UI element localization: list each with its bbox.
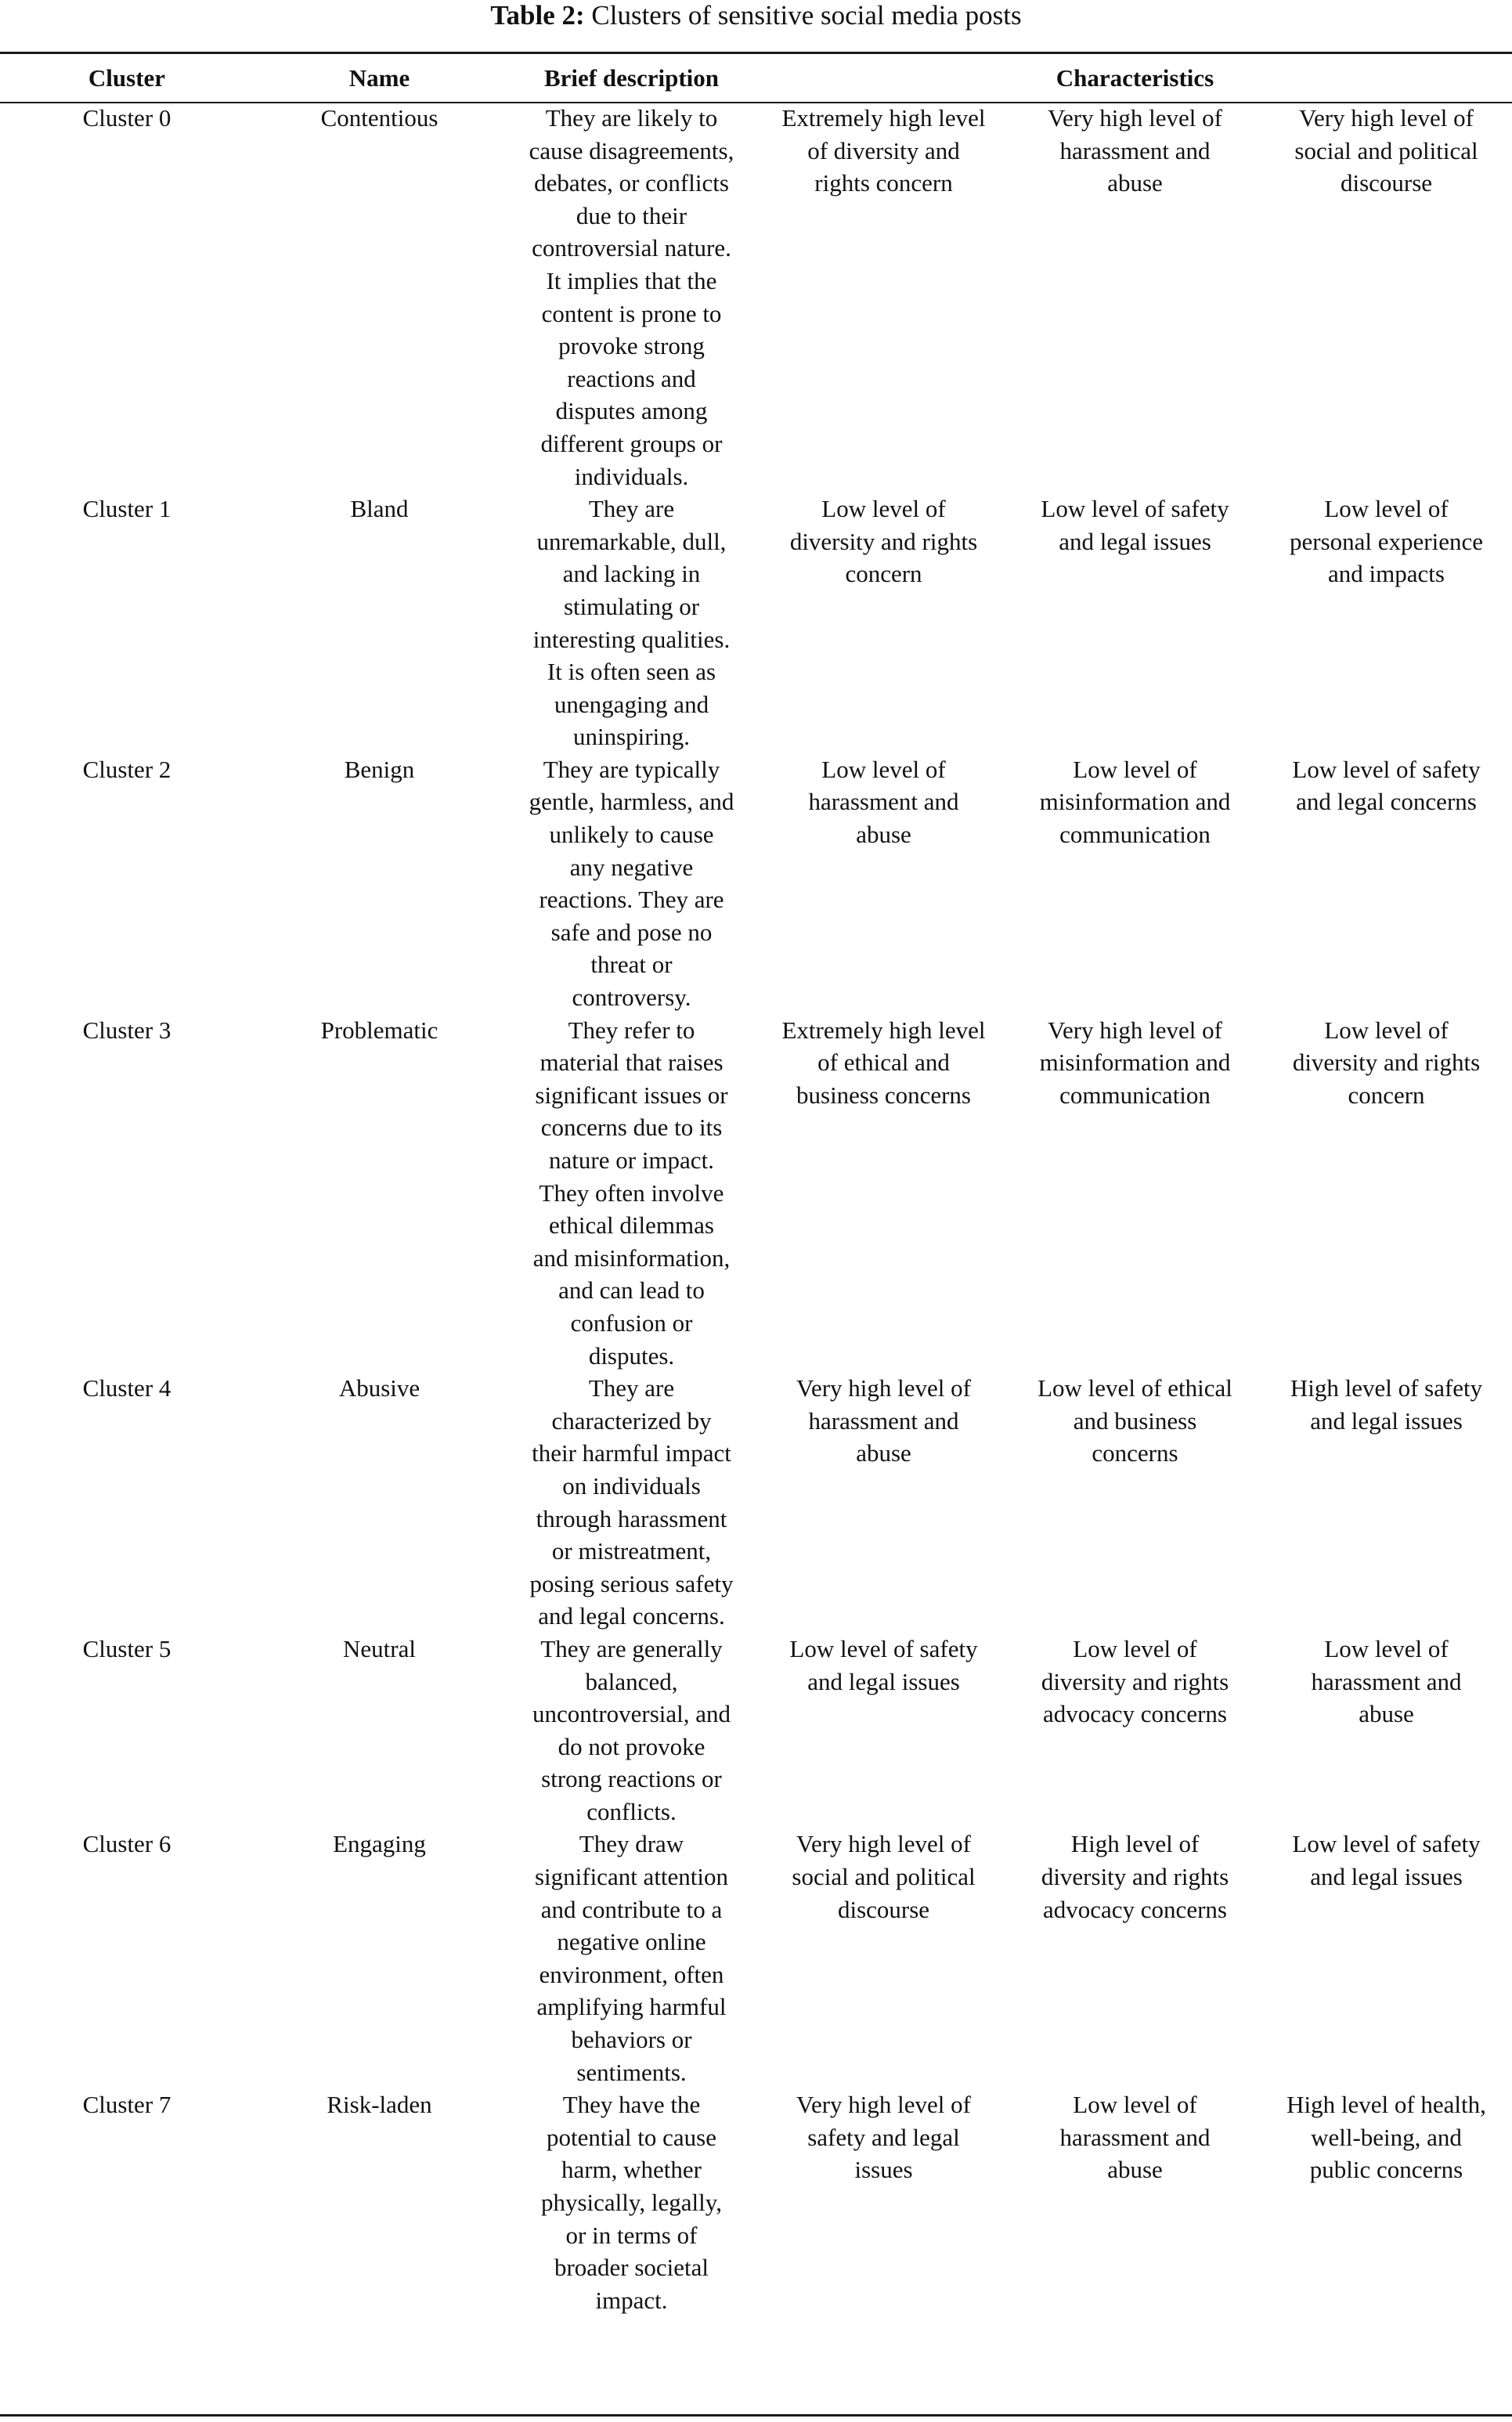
cell-characteristic-3 [1261, 753, 1512, 1014]
cell-characteristic-2-text: Very high level of harassment and abuse [1048, 104, 1222, 197]
cell-description [505, 753, 758, 1014]
cell-characteristic-2-text: Low level of diversity and rights advocacy concerns [1041, 1634, 1229, 1728]
cell-characteristic-3-text: High level of safety and legal issues [1290, 1374, 1483, 1435]
cell-characteristic-2 [1009, 102, 1261, 493]
cell-characteristic-3-text: Low level of safety and legal concerns [1292, 755, 1481, 816]
cell-description [505, 1828, 758, 2088]
cell-characteristic-3 [1261, 1014, 1512, 1373]
cell-name-text: Neutral [343, 1634, 416, 1662]
cell-characteristic-2 [1009, 753, 1261, 1014]
cell-characteristic-3-text: Low level of harassment and abuse [1311, 1634, 1462, 1728]
cell-characteristic-2 [1009, 2088, 1261, 2316]
cell-characteristic-2-text: Low level of harassment and abuse [1059, 2091, 1211, 2184]
cell-cluster-text: Cluster 4 [82, 1374, 171, 1402]
cell-name-text: Problematic [320, 1016, 438, 1044]
header-description: Brief description [544, 63, 719, 92]
cell-name-text: Benign [344, 755, 415, 783]
cell-characteristic-2 [1009, 1014, 1261, 1373]
cell-characteristic-1-text: Low level of harassment and abuse [808, 755, 959, 849]
cell-description [505, 2088, 758, 2316]
cell-description-text: They are unremarkable, dull, and lacking in stimulating or interesting qualities. It is often seen as unengaging and uninspiring. [532, 495, 731, 751]
cell-cluster-text: Cluster 1 [82, 495, 171, 523]
cell-characteristic-2-text: High level of diversity and rights advocacy concerns [1041, 1830, 1229, 1923]
cell-characteristic-1-text: Very high level of social and political discourse [792, 1830, 976, 1923]
cell-characteristic-1 [758, 1828, 1009, 2088]
cell-name-text: Engaging [333, 1830, 426, 1858]
cell-description-text: They have the potential to cause harm, whether physically, legally, or in terms of broader societal impact. [540, 2091, 722, 2314]
cell-name [254, 1372, 505, 1633]
cell-description-text: They refer to material that raises significant issues or concerns due to its nature or impact. They often involve ethical dilemmas and misinformation, and can lead to confusion or disputes. [532, 1016, 731, 1370]
cell-cluster [0, 1828, 254, 2088]
cell-description [505, 493, 758, 753]
header-name: Name [348, 63, 410, 92]
table-row [0, 1372, 1512, 1633]
cell-characteristic-3 [1261, 2088, 1512, 2316]
cell-characteristic-1 [758, 102, 1009, 493]
cell-name [254, 102, 505, 493]
table-row [0, 102, 1512, 493]
cell-characteristic-1 [758, 753, 1009, 1014]
table-row [0, 1014, 1512, 1373]
cell-cluster [0, 102, 254, 493]
cell-characteristic-3 [1261, 493, 1512, 753]
cell-characteristic-3 [1261, 102, 1512, 493]
table-row [0, 2088, 1512, 2316]
table-row [0, 753, 1512, 1014]
cell-characteristic-1-text: Low level of safety and legal issues [789, 1634, 978, 1695]
cell-characteristic-3 [1261, 1633, 1512, 1828]
cell-name [254, 1014, 505, 1373]
table-caption-text: Clusters of sensitive social media posts [591, 0, 1022, 31]
table-row [0, 1828, 1512, 2088]
cell-characteristic-2-text: Very high level of misinformation and communication [1039, 1016, 1231, 1109]
cell-name-text: Bland [350, 495, 409, 523]
cell-characteristic-1 [758, 1372, 1009, 1633]
cell-description-text: They are typically gentle, harmless, and unlikely to cause any negative reactions. They are safe and pose no threat or controversy. [529, 755, 734, 1012]
cell-name-text: Abusive [338, 1374, 420, 1402]
cell-cluster-text: Cluster 5 [82, 1634, 171, 1662]
cell-cluster-text: Cluster 6 [82, 1830, 171, 1858]
cell-characteristic-1 [758, 2088, 1009, 2316]
cell-characteristic-1-text: Very high level of safety and legal issues [796, 2091, 971, 2184]
header-cluster: Cluster [88, 63, 166, 92]
cell-cluster [0, 1372, 254, 1633]
cell-characteristic-2 [1009, 493, 1261, 753]
cell-cluster [0, 1633, 254, 1828]
cell-characteristic-2-text: Low level of misinformation and communication [1039, 755, 1231, 849]
cell-description-text: They draw significant attention and contribute to a negative online environment, often amplifying harmful behaviors or sentiments. [534, 1830, 729, 2086]
cell-characteristic-1-text: Extremely high level of ethical and business concerns [781, 1016, 986, 1109]
cell-description [505, 1372, 758, 1633]
cell-name-text: Contentious [320, 104, 438, 132]
cell-name [254, 493, 505, 753]
table-bottom-rule [0, 2414, 1512, 2417]
cell-description [505, 1014, 758, 1373]
cell-characteristic-1 [758, 1014, 1009, 1373]
table-caption [0, 0, 1512, 34]
cell-characteristic-3 [1261, 1372, 1512, 1633]
cell-characteristic-3-text: Low level of safety and legal issues [1292, 1830, 1481, 1891]
cell-characteristic-3-text: High level of health, well-being, and public concerns [1286, 2091, 1486, 2184]
cell-characteristic-2 [1009, 1372, 1261, 1633]
cell-cluster-text: Cluster 0 [82, 104, 171, 132]
header-characteristics: Characteristics [1056, 63, 1214, 92]
cell-cluster [0, 493, 254, 753]
cell-characteristic-2-text: Low level of safety and legal issues [1041, 495, 1229, 555]
cell-name-text: Risk-laden [327, 2091, 432, 2119]
cell-cluster [0, 2088, 254, 2316]
cell-characteristic-3-text: Low level of diversity and rights concern [1292, 1016, 1481, 1109]
cell-name [254, 753, 505, 1014]
cell-name [254, 1828, 505, 2088]
table-header-row [0, 54, 1512, 102]
cell-description-text: They are likely to cause disagreements, debates, or conflicts due to their controversial nature. It implies that the content is prone to provoke strong reactions and disputes among different groups or individuals. [529, 104, 734, 490]
cell-name [254, 1633, 505, 1828]
cell-characteristic-1 [758, 493, 1009, 753]
table-caption-label: Table 2: [490, 0, 585, 31]
clusters-table [0, 54, 1512, 2316]
table-row [0, 1633, 1512, 1828]
cell-cluster-text: Cluster 7 [82, 2091, 171, 2119]
cell-characteristic-1-text: Low level of diversity and rights concern [789, 495, 978, 588]
cell-characteristic-3 [1261, 1828, 1512, 2088]
cell-cluster [0, 753, 254, 1014]
cell-description-text: They are generally balanced, uncontroversial, and do not provoke strong reactions or conflicts. [532, 1634, 731, 1825]
cell-characteristic-1 [758, 1633, 1009, 1828]
table-body [0, 102, 1512, 2316]
cell-characteristic-3-text: Low level of personal experience and impacts [1289, 495, 1483, 588]
cell-characteristic-1-text: Very high level of harassment and abuse [796, 1374, 971, 1467]
cell-characteristic-3-text: Very high level of social and political discourse [1294, 104, 1478, 197]
cell-description [505, 102, 758, 493]
cell-description-text: They are characterized by their harmful impact on individuals through harassment or mistreatment, posing serious safety and legal concerns. [529, 1374, 734, 1630]
cell-cluster-text: Cluster 2 [82, 755, 171, 783]
cell-cluster [0, 1014, 254, 1373]
table-row [0, 493, 1512, 753]
cell-characteristic-1-text: Extremely high level of diversity and rights concern [781, 104, 986, 197]
cell-characteristic-2 [1009, 1828, 1261, 2088]
cell-description [505, 1633, 758, 1828]
cell-cluster-text: Cluster 3 [82, 1016, 171, 1044]
cell-name [254, 2088, 505, 2316]
cell-characteristic-2 [1009, 1633, 1261, 1828]
cell-characteristic-2-text: Low level of ethical and business concerns [1037, 1374, 1232, 1467]
